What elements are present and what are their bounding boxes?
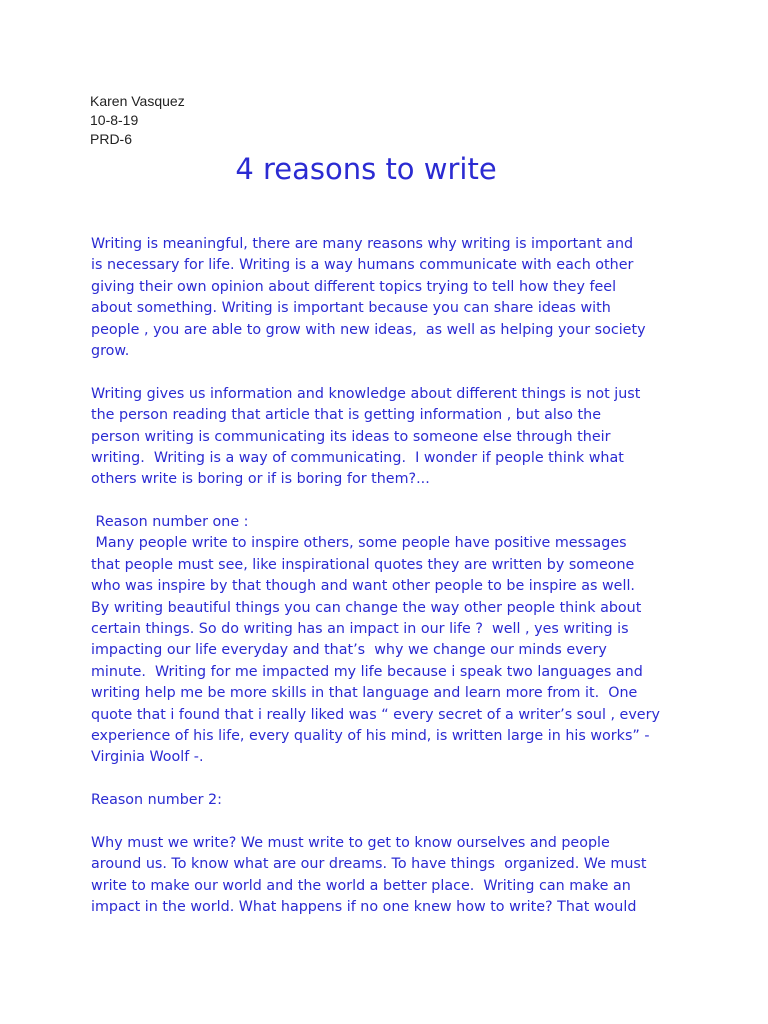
text-line: around us. To know what are our dreams. To have things organized. We must: [91, 856, 647, 873]
text-line: Writing gives us information and knowledge about different things is not just: [91, 385, 641, 402]
text-line: giving their own opinion about different topics trying to tell how they feel: [91, 278, 617, 295]
text-line: quote that i found that i really liked was “ every secret of a writer’s soul , every: [91, 706, 660, 723]
text-line: By writing beautiful things you can change the way other people think about: [91, 599, 642, 616]
text-line: who was inspire by that though and want other people to be inspire as well.: [91, 578, 635, 595]
text-line: writing. Writing is a way of communicating. I wonder if people think what: [91, 449, 624, 466]
document-body: [91, 234, 711, 919]
section-heading-reason-one: Reason number one :: [91, 514, 249, 531]
text-line: person writing is communicating its ideas to someone else through their: [91, 428, 611, 445]
text-line: Many people write to inspire others, some people have positive messages: [91, 535, 627, 552]
text-line: minute. Writing for me impacted my life because i speak two languages and: [91, 663, 643, 680]
text-line: writing help me be more skills in that language and learn more from it. One: [91, 685, 638, 702]
document-header: [90, 92, 185, 149]
text-line: others write is boring or if is boring for them?...: [91, 471, 430, 488]
text-line: Why must we write? We must write to get to know ourselves and people: [91, 834, 610, 851]
text-line: people , you are able to grow with new ideas, as well as helping your society: [91, 321, 646, 338]
text-line: the person reading that article that is getting information , but also the: [91, 407, 602, 424]
text-line: grow.: [91, 342, 130, 359]
document-title: 4 reasons to write: [235, 152, 497, 186]
text-line: certain things. So do writing has an impact in our life ? well , yes writing is: [91, 621, 629, 638]
text-line: impact in the world. What happens if no one knew how to write? That would: [91, 899, 637, 916]
paragraph-gap: [91, 491, 711, 512]
class-period: PRD-6: [90, 131, 133, 147]
paragraph-reason-two-heading: [91, 790, 711, 811]
paragraph-reason-one: [91, 512, 711, 769]
text-line: write to make our world and the world a better place. Writing can make an: [91, 877, 631, 894]
text-line: Writing is meaningful, there are many reasons why writing is important and: [91, 236, 634, 252]
text-line: Virginia Woolf -.: [91, 749, 204, 766]
text-line: impacting our life everyday and that’s why we change our minds every: [91, 642, 607, 659]
text-line: experience of his life, every quality of his mind, is written large in his works” -: [91, 727, 650, 744]
text-line: that people must see, like inspirational quotes they are written by someone: [91, 556, 635, 573]
paragraph-reason-two: [91, 833, 711, 919]
paragraph-2: [91, 384, 711, 491]
paragraph-gap: [91, 362, 711, 383]
section-heading-reason-two: Reason number 2:: [91, 792, 222, 809]
paragraph-gap: [91, 812, 711, 833]
author-name: Karen Vasquez: [90, 93, 185, 109]
text-line: about something. Writing is important because you can share ideas with: [91, 300, 611, 317]
document-date: 10-8-19: [90, 112, 139, 128]
paragraph-gap: [91, 769, 711, 790]
text-line: is necessary for life. Writing is a way humans communicate with each other: [91, 257, 634, 274]
paragraph-1: [91, 234, 711, 362]
